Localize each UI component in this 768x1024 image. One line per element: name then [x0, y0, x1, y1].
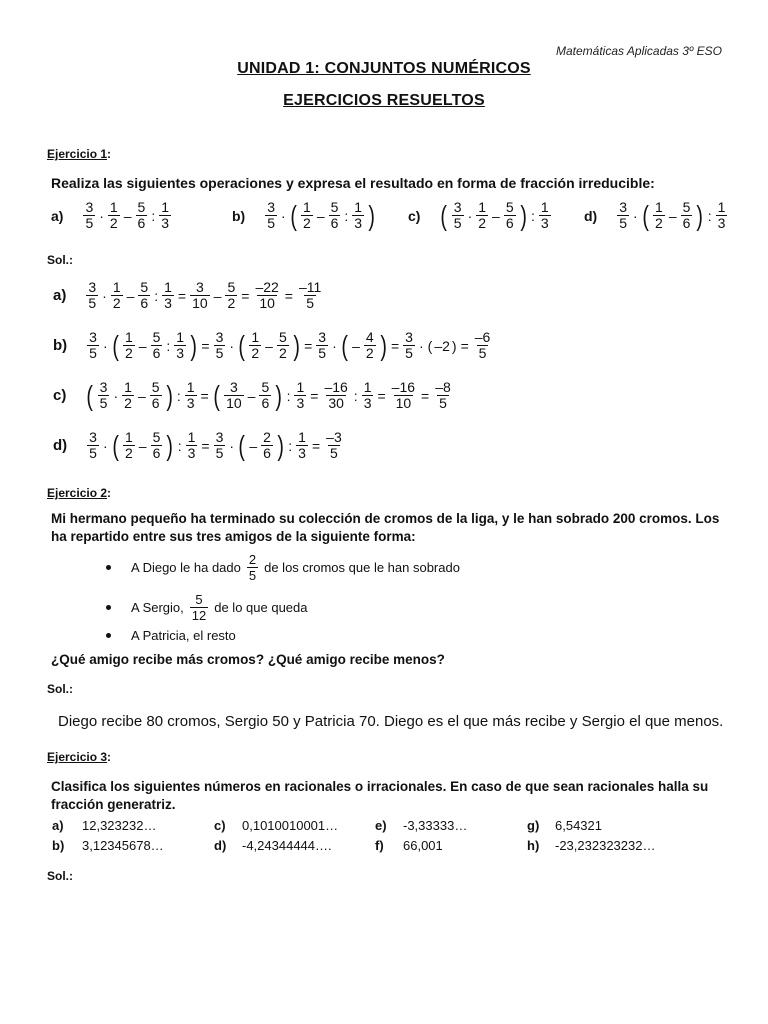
exercise-2-label: Ejercicio 2: [47, 486, 112, 500]
exercise-3-item-b: b) 3,12345678… [52, 838, 164, 853]
bullet-icon [106, 633, 111, 638]
exercise-3-prompt: Clasifica los siguientes números en racionales o irracionales. En caso de que sean racionales halla su fracción generatriz. [51, 779, 709, 812]
exercise-1-item-a: a) $\frac{3}{5}$ · $\frac{1}{2}$ – $\frac{5}{6}$ : $\frac{1}{3}$ [51, 199, 169, 231]
solution-d: d) $\frac{3}{5}$ · ( $\frac{1}{2}$ – $\frac{5}{6}$ ) : $\frac{1}{3}$ = $\frac{3}{5}$ · ( – $\frac{2}{6}$ ) : $\frac{1}{3}$ = $\frac{-3}{5}$ [53, 429, 342, 461]
bullet-icon [106, 605, 111, 610]
exercise-1-item-b: b) $\frac{3}{5}$ · ( $\frac{1}{2}$ – $\frac{5}{6}$ : $\frac{1}{3}$ ) [232, 199, 376, 231]
bullet-icon [106, 565, 111, 570]
exercise-3-item-g: g) 6,54321 [527, 818, 602, 833]
exercise-1-item-c: c) ( $\frac{3}{5}$ · $\frac{1}{2}$ – $\frac{5}{6}$ ) : $\frac{1}{3}$ [408, 199, 549, 231]
exercise-1-label: Ejercicio 1: [47, 147, 112, 161]
exercise-3-item-d: d) -4,24344444…. [214, 838, 332, 853]
exercise-3-item-a: a) 12,323232… [52, 818, 157, 833]
solution-c: c) ( $\frac{3}{5}$ · $\frac{1}{2}$ – $\frac{5}{6}$ ) : $\frac{1}{3}$ = ( $\frac{3}{10}$ – $\frac{5}{6}$ ) : $\frac{1}{3}$ = $\frac{-16}{30}$ : $\frac{1}{3}$ = $\frac{-16}{10}$ = $\frac{-8}{5}$ [53, 379, 451, 411]
exercise-1-item-d: d) $\frac{3}{5}$ · ( $\frac{1}{2}$ – $\frac{5}{6}$ ) : $\frac{1}{3}$ [584, 199, 726, 231]
exercise-2-bullet-2: A Sergio, $\frac{5}{12}$ de lo que queda [106, 592, 308, 623]
exercise-3-item-f: f) 66,001 [375, 838, 443, 853]
exercise-3-label: Ejercicio 3: [47, 750, 112, 764]
exercise-1-sol-label: Sol.: [47, 253, 73, 267]
solution-b: b) $\frac{3}{5}$ · ( $\frac{1}{2}$ – $\frac{5}{6}$ : $\frac{1}{3}$ ) = $\frac{3}{5}$ · ( $\frac{1}{2}$ – $\frac{5}{2}$ ) = $\frac{3}{5}$ · ( – $\frac{4}{2}$ ) = $\frac{3}{5}$ · ( –2 ) = $\frac{-6}{5}$ [53, 329, 491, 361]
exercise-2-answer: Diego recibe 80 cromos, Sergio 50 y Patricia 70. Diego es el que más recibe y Sergio el que menos. [58, 713, 724, 730]
solution-a: a) $\frac{3}{5}$ · $\frac{1}{2}$ – $\frac{5}{6}$ : $\frac{1}{3}$ = $\frac{3}{10}$ – $\frac{5}{2}$ = $\frac{-22}{10}$ = $\frac{-11}{5}$ [53, 279, 322, 311]
exercise-3-item-e: e) -3,33333… [375, 818, 468, 833]
exercise-1-prompt: Realiza las siguientes operaciones y expresa el resultado en forma de fracción irreducible: [51, 175, 655, 191]
page-title: UNIDAD 1: CONJUNTOS NUMÉRICOS [237, 60, 531, 77]
exercise-2-bullet-3: A Patricia, el resto [106, 628, 236, 643]
page-subtitle: EJERCICIOS RESUELTOS [283, 92, 485, 109]
course-note: Matemáticas Aplicadas 3º ESO [555, 44, 722, 58]
exercise-3-item-c: c) 0,1010010001… [214, 818, 339, 833]
exercise-3-item-h: h) -23,232323232… [527, 838, 656, 853]
exercise-3-sol-label: Sol.: [47, 869, 73, 883]
exercise-2-prompt: Mi hermano pequeño ha terminado su colección de cromos de la liga, y le han sobrado 200 cromos. Los ha repartido entre sus tres amigos de la siguiente forma: [51, 511, 720, 544]
exercise-2-sol-label: Sol.: [47, 682, 73, 696]
exercise-2-bullet-1: A Diego le ha dado $\frac{2}{5}$ de los cromos que le han sobrado [106, 552, 460, 583]
exercise-2-question: ¿Qué amigo recibe más cromos? ¿Qué amigo recibe menos? [51, 652, 445, 667]
